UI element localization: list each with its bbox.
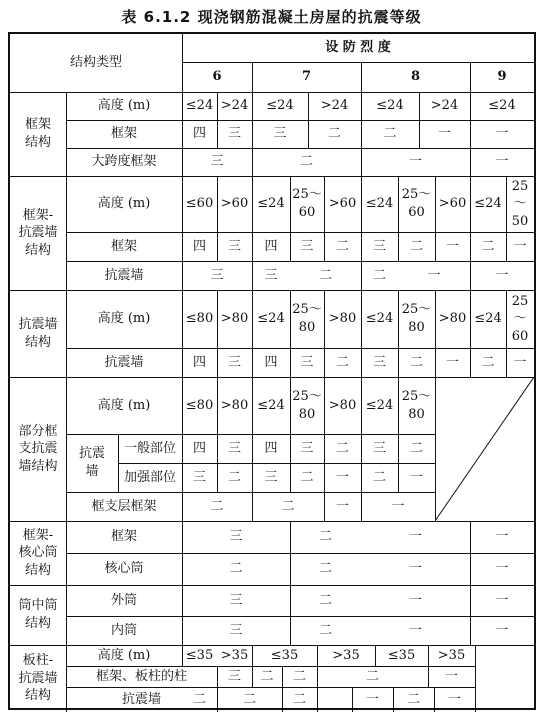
- cell: ≤24: [488, 98, 516, 114]
- cell: 一: [391, 498, 405, 514]
- cell: 四: [192, 126, 206, 142]
- cell: 三: [229, 529, 243, 545]
- cell: 一: [408, 622, 422, 638]
- cell: 一: [365, 691, 379, 707]
- cell: 一: [408, 592, 422, 608]
- row-label-height: 高度 (m): [97, 647, 151, 663]
- row-label-general: 一般部位: [123, 440, 176, 456]
- cell: ≤80: [185, 311, 214, 327]
- row-label-large-span: 大跨度框架: [91, 154, 157, 170]
- header-structure-type: 结构类型: [69, 55, 122, 71]
- cell: 二: [260, 668, 274, 684]
- cell: 三: [273, 126, 287, 142]
- cell: ≤80: [185, 397, 214, 413]
- row-label-height: 高度 (m): [97, 196, 151, 212]
- cell: 三: [372, 440, 386, 456]
- cell: 二: [481, 238, 495, 254]
- cell: 二: [365, 668, 379, 684]
- cell: 三: [227, 238, 241, 254]
- cell: 二: [318, 529, 332, 545]
- cell: 二: [383, 126, 397, 142]
- row-label-transfer-frame: 框支层框架: [91, 498, 157, 514]
- cell: 一: [335, 469, 349, 485]
- cell: 二: [300, 469, 314, 485]
- cell: ≤24: [365, 196, 394, 212]
- cell: ≤35: [270, 647, 299, 663]
- cell: 二: [227, 469, 241, 485]
- row-label-frame: 框架: [110, 126, 137, 142]
- cell: 一: [408, 561, 422, 577]
- cell: 三: [227, 354, 241, 370]
- cell: >35: [332, 647, 360, 663]
- cell: ≤35: [185, 647, 214, 663]
- cell: 一: [445, 354, 459, 370]
- cell: 25～ 60: [401, 187, 432, 220]
- cell: ≤60: [185, 196, 214, 212]
- cell: 二: [406, 691, 420, 707]
- cell: 三: [210, 267, 224, 283]
- cell: 二: [409, 238, 423, 254]
- row-label-wall: 抗震 墙: [78, 446, 105, 479]
- cell: 四: [192, 354, 206, 370]
- cell: 二: [299, 154, 313, 170]
- cell: ≤24: [185, 98, 214, 114]
- cell: 一: [335, 498, 349, 514]
- cell: ≤24: [365, 311, 394, 327]
- cell: ≤24: [376, 98, 404, 114]
- cell: 三: [372, 238, 386, 254]
- cell: 三: [227, 126, 241, 142]
- cell: 一: [409, 469, 423, 485]
- cell: 三: [300, 354, 314, 370]
- cell: 一: [495, 622, 509, 638]
- cell: 25～ 80: [401, 388, 432, 422]
- cell: 三: [300, 238, 314, 254]
- cell: 三: [264, 469, 278, 485]
- cell: 25～ 80: [292, 302, 322, 335]
- cell: 一: [513, 354, 527, 370]
- cell: 一: [513, 238, 527, 254]
- row-label-height: 高度 (m): [97, 98, 151, 114]
- cell: ≤24: [266, 98, 294, 114]
- cell: >24: [430, 98, 459, 114]
- row-label-strengthened: 加强部位: [123, 469, 176, 485]
- cell: 二: [372, 469, 386, 485]
- group-tube-in-tube: 筒中筒 结构: [18, 598, 58, 631]
- cell: 三: [264, 267, 278, 283]
- cell: 二: [327, 126, 341, 142]
- header-intensity-7: 7: [301, 69, 312, 85]
- cell: 二: [318, 622, 332, 638]
- group-shear-wall: 抗震墙 结构: [18, 316, 58, 350]
- cell: 一: [447, 691, 461, 707]
- cell: 二: [229, 561, 243, 577]
- cell: 25～ 80: [401, 302, 432, 335]
- row-label-outer-tube: 外筒: [110, 592, 137, 608]
- cell: 一: [495, 126, 509, 142]
- cell: 四: [264, 440, 278, 456]
- cell: ≤24: [365, 397, 394, 413]
- cell: 二: [372, 267, 386, 283]
- cell: ≤24: [474, 311, 502, 327]
- cell: >80: [220, 397, 249, 413]
- cell: 四: [264, 354, 278, 370]
- cell: >80: [328, 397, 357, 413]
- cell: 一: [445, 238, 459, 254]
- cell: 一: [495, 154, 509, 170]
- cell: >60: [328, 196, 357, 212]
- cell: 一: [495, 529, 509, 545]
- cell: 一: [437, 126, 451, 142]
- cell: >60: [438, 196, 467, 212]
- row-label-frame: 框架: [110, 529, 137, 545]
- cell: 二: [292, 668, 306, 684]
- cell: >24: [220, 98, 249, 114]
- row-label-core: 核心筒: [104, 561, 144, 577]
- cell: 25～ 50: [511, 178, 529, 229]
- cell: 二: [335, 238, 349, 254]
- row-label-height: 高度 (m): [97, 397, 151, 413]
- cell: >35: [437, 647, 466, 663]
- group-slab-column-wall: 板柱- 抗震墙 结构: [18, 653, 58, 704]
- cell: 二: [409, 354, 423, 370]
- cell: 三: [192, 469, 206, 485]
- cell: 一: [495, 592, 509, 608]
- cell: 25～ 60: [511, 293, 529, 344]
- cell: 二: [335, 354, 349, 370]
- cell: 25～ 60: [292, 187, 322, 220]
- cell: ≤24: [257, 397, 285, 413]
- cell: 二: [409, 440, 423, 456]
- header-intensity: 设 防 烈 度: [325, 40, 391, 56]
- cell: 二: [318, 592, 332, 608]
- cell: 二: [335, 440, 349, 456]
- group-frame-wall: 框架- 抗震墙 结构: [18, 207, 58, 258]
- cell: 三: [229, 622, 243, 638]
- cell: 二: [318, 561, 332, 577]
- row-label-inner-tube: 内筒: [110, 622, 137, 638]
- cell: 四: [264, 238, 278, 254]
- header-intensity-8: 8: [410, 69, 421, 85]
- cell: 二: [242, 691, 256, 707]
- cell: 二: [481, 354, 495, 370]
- header-intensity-6: 6: [212, 69, 222, 85]
- cell: 三: [229, 592, 243, 608]
- row-label-frame: 框架: [110, 238, 137, 254]
- cell: 一: [495, 561, 509, 577]
- cell: 二: [318, 267, 332, 283]
- cell: 一: [408, 529, 422, 545]
- cell: 四: [192, 238, 206, 254]
- cell: 一: [408, 154, 422, 170]
- group-frame: 框架 结构: [24, 117, 51, 150]
- table-title: 表 6.1.2 现浇钢筋混凝土房屋的抗震等级: [121, 8, 422, 26]
- row-label-height: 高度 (m): [97, 311, 151, 327]
- group-frame-core-tube: 框架- 核心筒 结构: [18, 527, 58, 578]
- cell: ≤35: [387, 647, 416, 663]
- cell: >80: [438, 311, 467, 327]
- row-label-wall: 抗震墙: [104, 267, 144, 283]
- header-intensity-9: 9: [497, 69, 507, 85]
- row-label-frame-slab-column: 框架、板柱的柱: [95, 668, 187, 684]
- cell: 四: [192, 440, 206, 456]
- cell: >35: [220, 647, 249, 663]
- cell: 二: [210, 498, 224, 514]
- cell: 三: [300, 440, 314, 456]
- diagonal-empty-cell: [435, 377, 534, 521]
- seismic-grade-table: [8, 32, 536, 710]
- cell: 一: [495, 267, 509, 283]
- cell: ≤24: [474, 196, 502, 212]
- cell: 二: [292, 691, 306, 707]
- cell: 二: [192, 691, 206, 707]
- group-partial-frame-supported: 部分框 支抗震 墙结构: [18, 423, 58, 474]
- row-label-wall: 抗震墙: [104, 354, 144, 370]
- cell: >80: [328, 311, 357, 327]
- row-label-wall: 抗震墙: [121, 691, 161, 707]
- cell: 一: [444, 668, 458, 684]
- cell: >24: [320, 98, 349, 114]
- cell: 二: [281, 498, 295, 514]
- cell: ≤24: [257, 196, 285, 212]
- cell: 一: [427, 267, 441, 283]
- cell: 三: [227, 440, 241, 456]
- cell: >80: [220, 311, 249, 327]
- cell: ≤24: [257, 311, 285, 327]
- cell: 25～ 80: [292, 388, 322, 422]
- cell: 三: [210, 154, 224, 170]
- cell: 三: [372, 354, 386, 370]
- cell: >60: [220, 196, 249, 212]
- cell: 三: [227, 668, 241, 684]
